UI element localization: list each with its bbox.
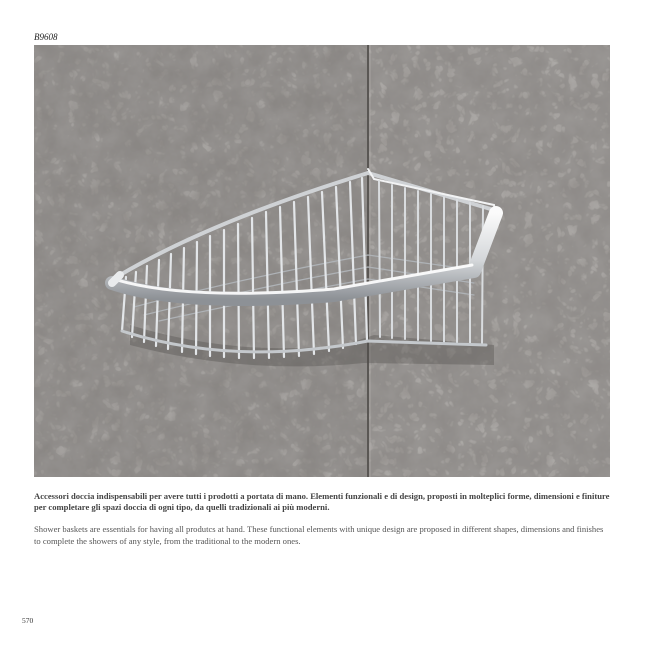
product-photo (34, 45, 610, 477)
italian-description: Accessori doccia indispensabili per avere tutti i prodotti a portata di mano. Elementi funzionali e di design, proposti in molteplici forme, dimensioni e finiture per completare gli spazi doccia di ogni tipo, da quelli tradizionali ai più moderni. (34, 491, 610, 512)
page-number: 570 (22, 616, 34, 625)
english-description: Shower baskets are essentials for having all produtcs at hand. These functional elements with unique design are proposed in different shapes, dimensions and finishes to complete the showers of any style, from the traditional to the modern ones. (34, 524, 604, 546)
product-code: B9608 (34, 32, 58, 42)
